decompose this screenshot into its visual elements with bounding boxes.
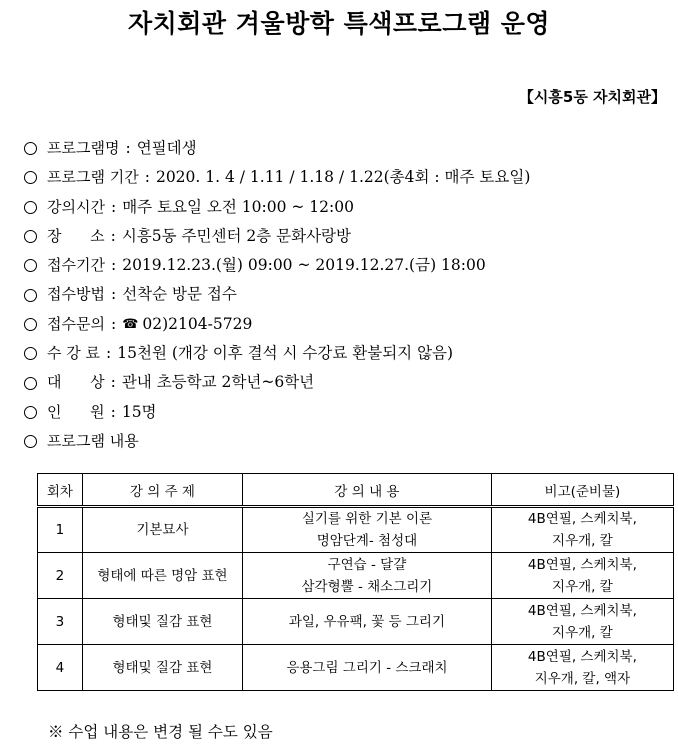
info-label: 강의시간	[47, 197, 105, 216]
info-label: 인 원	[47, 402, 105, 421]
info-row-registration-method: 접수방법 : 선착순 방문 접수	[24, 280, 530, 309]
content-heading: 프로그램 내용	[47, 431, 139, 450]
info-value: 매주 토요일 오전 10:00 ~ 12:00	[122, 197, 354, 216]
info-label: 대 상	[47, 373, 105, 392]
organizer-label: 【시흥5동 자치회관】	[518, 88, 666, 106]
cell-content: 응용그림 그리기 - 스크래치	[243, 645, 492, 691]
header-content: 강 의 내 용	[243, 474, 492, 507]
info-row-target: 대 상 : 관내 초등학교 2학년~6학년	[24, 368, 530, 397]
info-row-class-time: 강의시간 : 매주 토요일 오전 10:00 ~ 12:00	[24, 193, 530, 222]
circle-bullet-icon	[24, 230, 37, 243]
notes-line: 4B연필, 스케치북,	[527, 556, 637, 573]
info-value: 02)2104-5729	[142, 314, 253, 333]
info-label: 프로그램 기간	[47, 168, 139, 187]
cell-topic: 형태및 질감 표현	[82, 599, 242, 645]
circle-bullet-icon	[24, 347, 37, 360]
notes-line: 지우개, 칼	[552, 533, 613, 549]
info-row-fee: 수 강 료 : 15천원 (개강 이후 결석 시 수강료 환불되지 않음)	[24, 339, 530, 368]
circle-bullet-icon	[24, 435, 37, 448]
cell-topic: 형태에 따른 명암 표현	[82, 553, 242, 599]
table-header-row	[38, 474, 674, 507]
content-line: 구연습 - 달걀	[327, 556, 407, 573]
info-value: 2019.12.23.(월) 09:00 ~ 2019.12.27.(금) 18:00	[122, 256, 486, 275]
program-schedule-table	[37, 473, 674, 691]
program-info-list	[24, 134, 530, 456]
cell-notes	[491, 645, 673, 691]
circle-bullet-icon	[24, 259, 37, 272]
circle-bullet-icon	[24, 201, 37, 214]
phone-icon: ☎	[122, 316, 139, 332]
notes-line: 4B연필, 스케치북,	[527, 602, 637, 619]
notes-line: 4B연필, 스케치북,	[527, 511, 637, 527]
cell-topic: 형태및 질감 표현	[82, 645, 242, 691]
info-label: 접수기간	[47, 256, 105, 275]
cell-notes	[491, 507, 673, 553]
info-value: 관내 초등학교 2학년~6학년	[121, 373, 315, 392]
info-label: 프로그램명	[47, 139, 120, 157]
info-row-period: 프로그램 기간 : 2020. 1. 4 / 1.11 / 1.18 / 1.22(총4회 : 매주 토요일)	[24, 163, 530, 192]
header-session: 회차	[38, 474, 83, 507]
info-label: 접수방법	[47, 285, 105, 304]
info-row-inquiry: 접수문의 : ☎ 02)2104-5729	[24, 310, 530, 339]
info-row-program-name: 프로그램명 : 연필데생	[24, 134, 530, 163]
circle-bullet-icon	[24, 142, 37, 155]
table-row	[38, 645, 674, 691]
table-row	[38, 599, 674, 645]
notes-line: 지우개, 칼	[552, 578, 613, 595]
circle-bullet-icon	[24, 171, 37, 184]
footnote: ※ 수업 내용은 변경 될 수도 있음	[48, 723, 273, 741]
info-label: 접수문의	[47, 314, 105, 333]
info-row-content-heading	[24, 427, 530, 456]
info-value: 15천원 (개강 이후 결석 시 수강료 환불되지 않음)	[117, 344, 454, 363]
cell-content	[243, 507, 492, 553]
circle-bullet-icon	[24, 318, 37, 331]
content-line: 명암단계- 첨성대	[316, 533, 418, 549]
cell-session: 4	[38, 645, 83, 691]
circle-bullet-icon	[24, 289, 37, 302]
cell-session: 2	[38, 553, 83, 599]
info-value: 선착순 방문 접수	[122, 285, 237, 304]
content-line: 실기를 위한 기본 이론	[301, 511, 433, 527]
content-line: 삼각형뿔 - 채소그리기	[301, 578, 433, 595]
header-notes: 비고(준비물)	[491, 474, 673, 507]
info-value: 2020. 1. 4 / 1.11 / 1.18 / 1.22(총4회 : 매주 토요일)	[155, 168, 531, 187]
info-label: 수 강 료	[47, 344, 101, 363]
info-value: 연필데생	[136, 139, 197, 157]
cell-content	[243, 553, 492, 599]
cell-notes	[491, 599, 673, 645]
notes-line: 지우개, 칼	[552, 624, 613, 641]
info-row-capacity: 인 원 : 15명	[24, 398, 530, 427]
cell-content: 과일, 우유팩, 꽃 등 그리기	[243, 599, 492, 645]
page-title: 자치회관 겨울방학 특색프로그램 운영	[127, 9, 550, 38]
cell-notes	[491, 553, 673, 599]
notes-line: 지우개, 칼, 액자	[534, 670, 631, 687]
info-row-registration-period: 접수기간 : 2019.12.23.(월) 09:00 ~ 2019.12.27.(금) 18:00	[24, 251, 530, 280]
table-row	[38, 553, 674, 599]
cell-topic: 기본묘사	[82, 507, 242, 553]
info-label: 장 소	[47, 226, 105, 245]
info-value: 15명	[121, 402, 157, 421]
cell-session: 3	[38, 599, 83, 645]
table-row	[38, 507, 674, 553]
header-topic: 강 의 주 제	[82, 474, 242, 507]
notes-line: 4B연필, 스케치북,	[527, 648, 637, 665]
info-row-location: 장 소 : 시흥5동 주민센터 2층 문화사랑방	[24, 222, 530, 251]
cell-session: 1	[38, 507, 83, 553]
info-value: 시흥5동 주민센터 2층 문화사랑방	[121, 226, 351, 245]
circle-bullet-icon	[24, 377, 37, 390]
circle-bullet-icon	[24, 406, 37, 419]
